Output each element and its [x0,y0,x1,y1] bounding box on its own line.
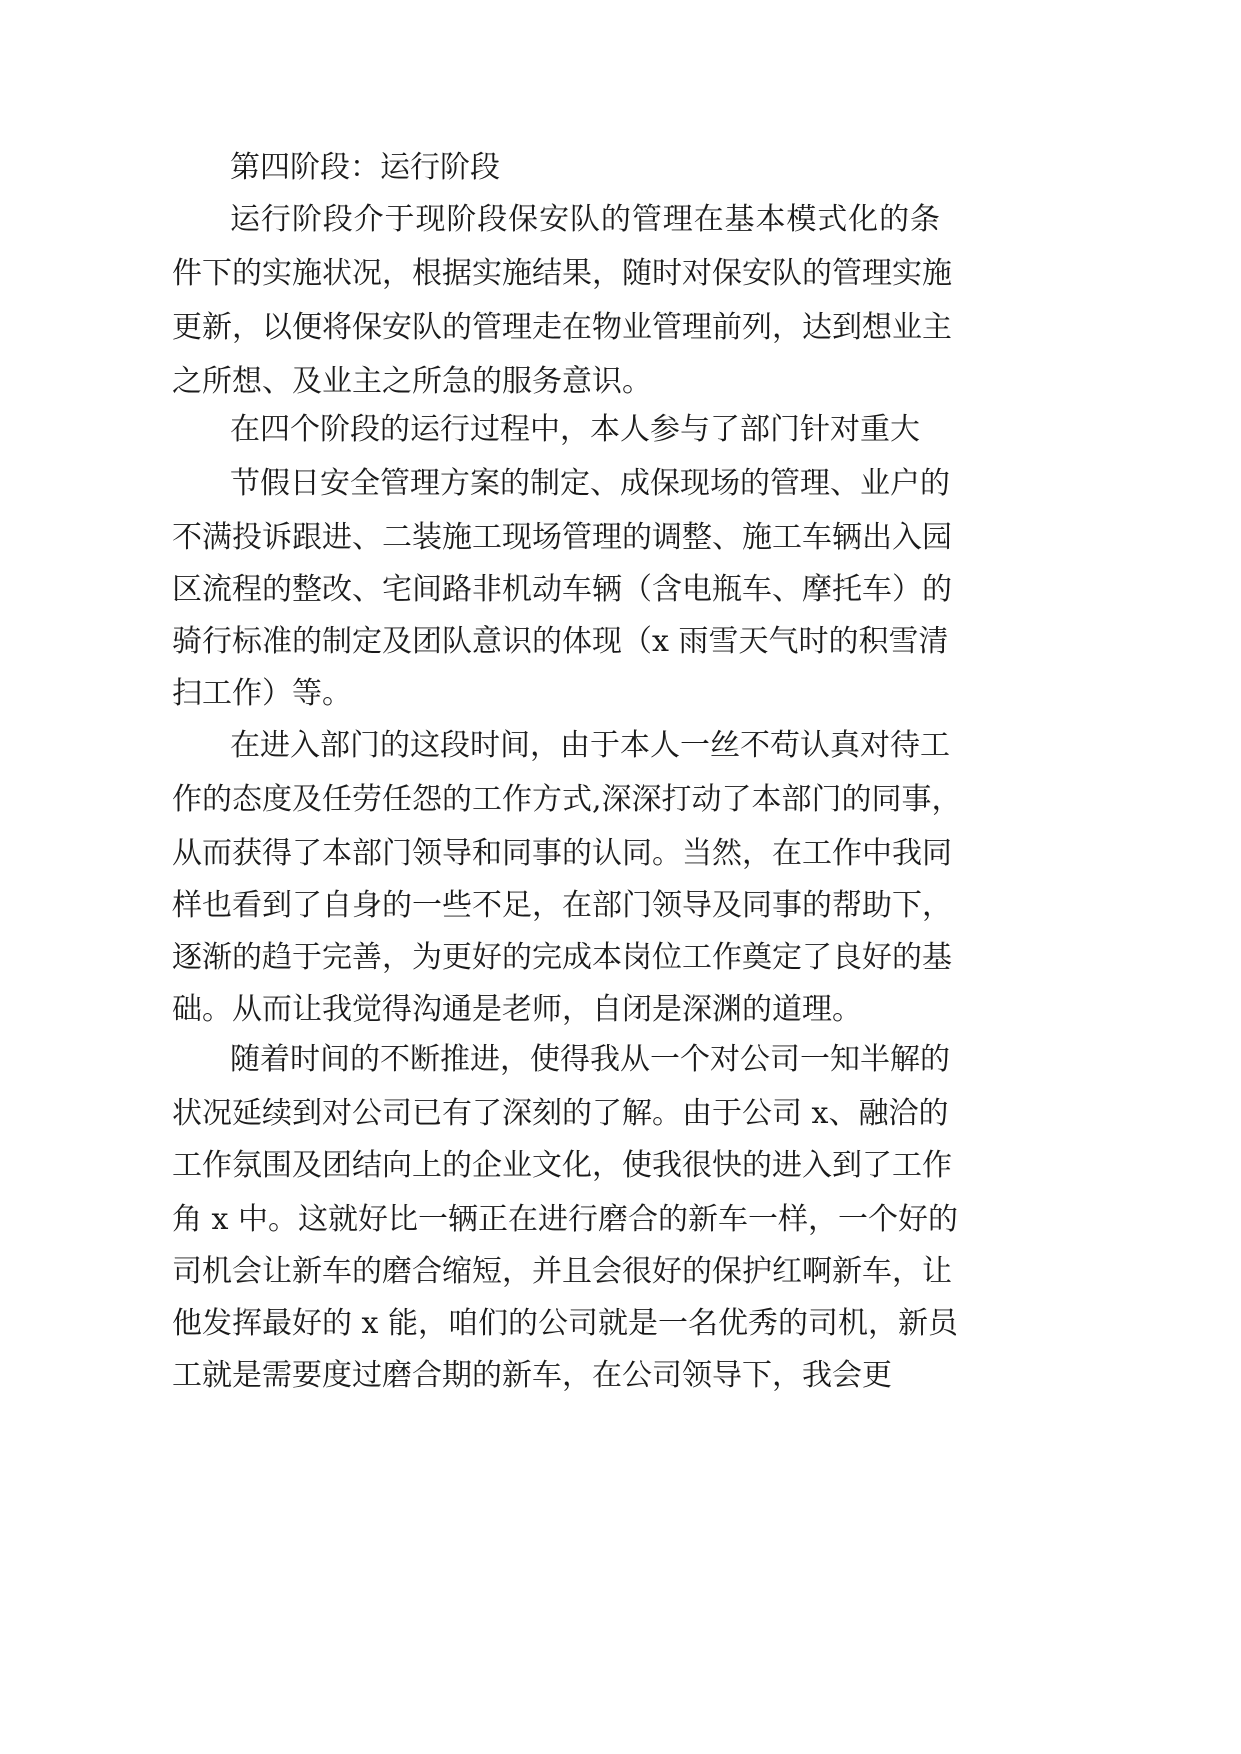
paragraph-line: 础。从而让我觉得沟通是老师，自闭是深渊的道理。 [172,992,862,1027]
paragraph-line: 区流程的整改、宅间路非机动车辆（含电瓶车、摩托车）的 [172,572,952,607]
paragraph-line: 在四个阶段的运行过程中，本人参与了部门针对重大 [230,412,920,447]
paragraph-line: 之所想、及业主之所急的服务意识。 [172,364,652,399]
paragraph-line: 更新，以便将保安队的管理走在物业管理前列，达到想业主 [172,310,952,345]
paragraph-line: 件下的实施状况，根据实施结果，随时对保安队的管理实施 [172,256,952,291]
paragraph-line: 司机会让新车的磨合缩短，并且会很好的保护红啊新车，让 [172,1254,952,1289]
paragraph-line: 角 x 中。这就好比一辆正在进行磨合的新车一样，一个好的 [172,1202,958,1237]
paragraph-line: 不满投诉跟进、二装施工现场管理的调整、施工车辆出入园 [172,520,952,555]
paragraph-line: 骑行标准的制定及团队意识的体现（x 雨雪天气时的积雪清 [172,624,949,659]
paragraph-line: 逐渐的趋于完善，为更好的完成本岗位工作奠定了良好的基 [172,940,952,975]
paragraph-line: 扫工作）等。 [172,676,352,711]
paragraph-line: 工就是需要度过磨合期的新车，在公司领导下，我会更 [172,1358,892,1393]
paragraph-line: 工作氛围及团结向上的企业文化，使我很快的进入到了工作 [172,1148,952,1183]
paragraph-line: 在进入部门的这段时间，由于本人一丝不苟认真对待工 [230,728,950,763]
paragraph-line: 运行阶段介于现阶段保安队的管理在基本模式化的条 [230,202,940,237]
paragraph-line: 随着时间的不断推进，使得我从一个对公司一知半解的 [230,1042,950,1077]
paragraph-line: 他发挥最好的 x 能，咱们的公司就是一名优秀的司机，新员 [172,1306,958,1341]
section-heading: 第四阶段：运行阶段 [230,150,500,185]
paragraph-line: 作的态度及任劳任怨的工作方式,深深打动了本部门的同事， [172,782,962,817]
paragraph-line: 样也看到了自身的一些不足，在部门领导及同事的帮助下， [172,888,952,923]
paragraph-line: 从而获得了本部门领导和同事的认同。当然，在工作中我同 [172,836,952,871]
paragraph-line: 节假日安全管理方案的制定、成保现场的管理、业户的 [230,466,950,501]
paragraph-line: 状况延续到对公司已有了深刻的了解。由于公司 x、融洽的 [172,1096,949,1131]
